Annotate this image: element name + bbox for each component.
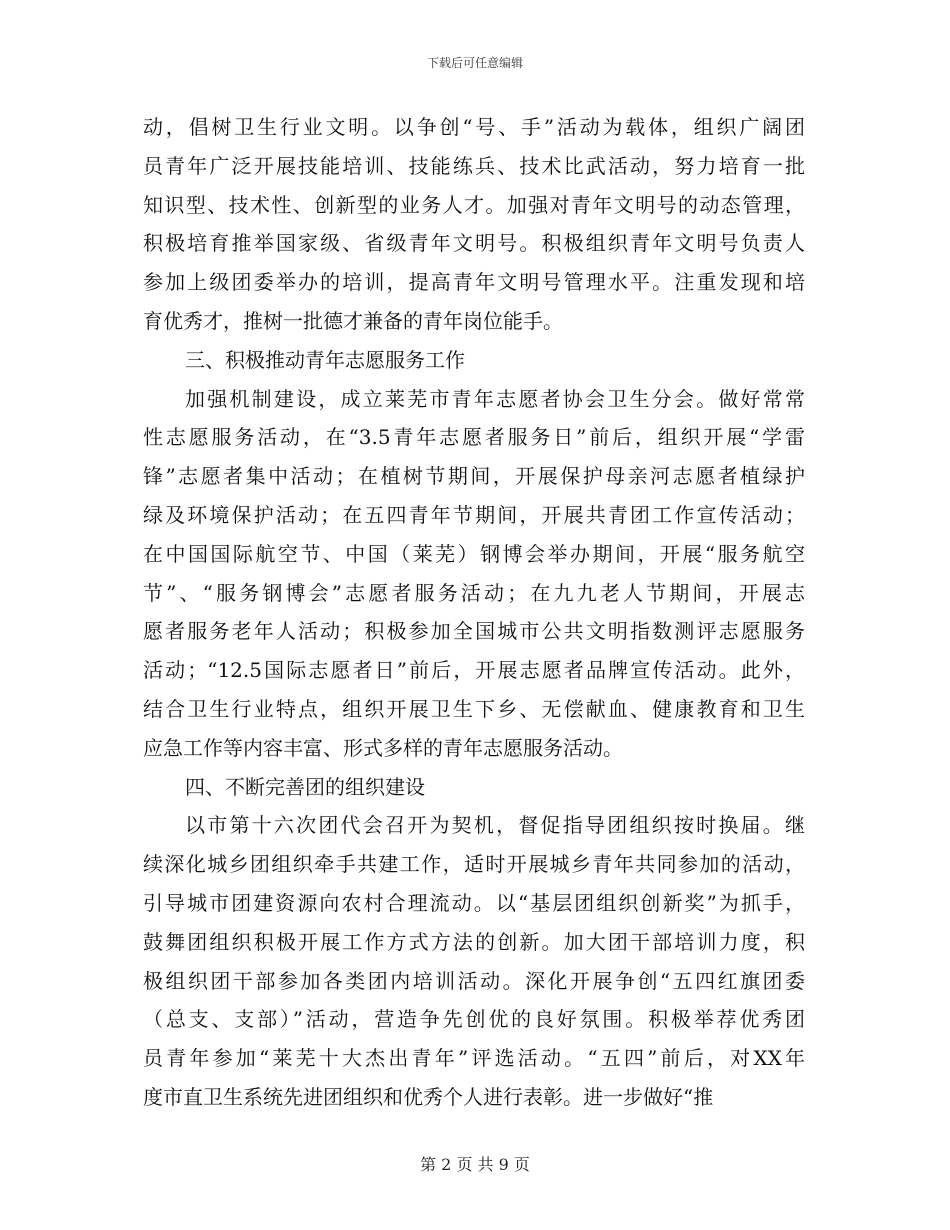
text-line: 动，倡树卫生行业文明。以争创“号、手”活动为载体，组织广阔团 <box>143 115 805 139</box>
text-line: 在中国国际航空节、中国（莱芜）钢博会举办期间，开展“服务航空 <box>143 541 805 566</box>
text-line: 结合卫生行业特点，组织开展卫生下乡、无偿献血、健康教育和卫生 <box>143 696 805 721</box>
text-line: 愿者服务老年人活动；积极参加全国城市公共文明指数测评志愿服务 <box>143 619 805 644</box>
text-line: 鼓舞团组织积极开展工作方式方法的创新。加大团干部培训力度，积 <box>143 929 805 954</box>
text-line: 续深化城乡团组织牵手共建工作，适时开展城乡青年共同参加的活动， <box>143 852 805 877</box>
text-line: 参加上级团委举办的培训，提高青年文明号管理水平。注重发现和培 <box>143 270 805 295</box>
text-line: 极组织团干部参加各类团内培训活动。深化开展争创“五四红旗团委 <box>143 968 805 993</box>
text-line: 以市第十六次团代会召开为契机，督促指导团组织按时换届。继 <box>185 813 805 838</box>
text-line: 活动；“12.5国际志愿者日”前后，开展志愿者品牌宣传活动。此外， <box>143 658 805 683</box>
text-line: 育优秀才，推树一批德才兼备的青年岗位能手。 <box>143 308 563 333</box>
section-heading: 四、不断完善团的组织建设 <box>185 774 425 799</box>
document-body <box>143 108 805 1117</box>
text-line: 绿及环境保护活动；在五四青年节期间，开展共青团工作宣传活动； <box>143 502 805 527</box>
page-number: 第 2 页 共 9 页 <box>420 1155 530 1174</box>
text-line: 节”、“服务钢博会”志愿者服务活动；在九九老人节期间，开展志 <box>143 580 805 605</box>
page-header-note: 下载后可任意编辑 <box>426 56 523 70</box>
text-line: 积极培育推举国家级、省级青年文明号。积极组织青年文明号负责人 <box>143 231 805 256</box>
text-line: 度市直卫生系统先进团组织和优秀个人进行表彰。进一步做好“推 <box>143 1084 714 1109</box>
text-line: 性志愿服务活动，在“3.5青年志愿者服务日”前后，组织开展“学雷 <box>143 425 805 450</box>
section-heading: 三、积极推动青年志愿服务工作 <box>185 347 465 372</box>
text-line: 知识型、技术性、创新型的业务人才。加强对青年文明号的动态管理， <box>143 192 805 217</box>
text-line: 员青年参加“莱芜十大杰出青年”评选活动。“五四”前后，对XX年 <box>143 1046 805 1071</box>
text-line: 引导城市团建资源向农村合理流动。以“基层团组织创新奖”为抓手， <box>143 890 805 915</box>
text-line: 锋”志愿者集中活动；在植树节期间，开展保护母亲河志愿者植绿护 <box>143 464 805 489</box>
text-line: 员青年广泛开展技能培训、技能练兵、技术比武活动，努力培育一批 <box>143 153 805 178</box>
text-line: 应急工作等内容丰富、形式多样的青年志愿服务活动。 <box>143 735 623 760</box>
text-line: 加强机制建设，成立莱芜市青年志愿者协会卫生分会。做好常常 <box>185 386 805 411</box>
text-line: （总支、支部）”活动，营造争先创优的良好氛围。积极举荐优秀团 <box>143 1007 805 1032</box>
